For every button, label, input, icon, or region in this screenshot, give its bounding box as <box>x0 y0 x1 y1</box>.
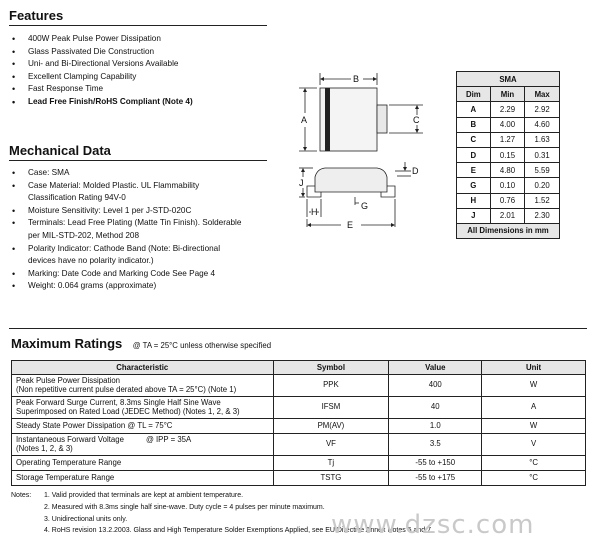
table-row <box>12 456 586 471</box>
ratings-cell-characteristic <box>12 397 274 419</box>
table-row <box>12 471 586 486</box>
ratings-cell-value: 400 <box>389 375 482 397</box>
sma-header-min: Min <box>490 87 525 102</box>
sma-cell-min: 4.00 <box>490 117 525 132</box>
characteristic-line: Instantaneous Forward Voltage <box>16 435 124 445</box>
sma-cell-max: 4.60 <box>525 117 560 132</box>
table-row <box>12 419 586 434</box>
feature-item: • Lead Free Finish/RoHS Compliant (Note 4) <box>10 96 280 109</box>
mechanical-item: • Marking: Date Code and Marking Code See Page 4 <box>10 268 244 281</box>
characteristic-line: Peak Pulse Power Dissipation <box>16 376 121 386</box>
characteristic-line: (Non repetitive current pulse derated above TA = 25°C) (Note 1) <box>16 384 237 394</box>
package-outline-diagram <box>285 65 445 240</box>
sma-table-title: SMA <box>457 72 560 87</box>
features-list <box>10 33 280 109</box>
feature-item: • Uni- and Bi-Directional Versions Available <box>10 58 280 71</box>
max-ratings-heading <box>11 335 271 353</box>
table-row <box>12 397 586 419</box>
sma-cell-dim: G <box>457 178 491 193</box>
watermark-text: www.dzsc.com <box>331 510 535 540</box>
dim-label-d: D <box>412 166 419 176</box>
dim-label-h: H <box>311 207 318 217</box>
ratings-cell-unit: °C <box>482 456 586 471</box>
feature-item: • Fast Response Time <box>10 83 280 96</box>
ratings-cell-characteristic: Operating Temperature Range <box>12 456 274 471</box>
cathode-band <box>325 88 330 151</box>
sma-cell-max: 2.30 <box>525 208 560 223</box>
sma-cell-max: 2.92 <box>525 102 560 117</box>
notes-label: Notes: <box>11 492 32 499</box>
sma-cell-min: 4.80 <box>490 163 525 178</box>
ratings-header-unit: Unit <box>482 361 586 375</box>
sma-cell-dim: E <box>457 163 491 178</box>
ratings-cell-symbol: PM(AV) <box>273 419 389 434</box>
mechanical-item: • Case Material: Molded Plastic. UL Flammability Classification Rating 94V-0 <box>10 180 244 205</box>
ratings-header-symbol: Symbol <box>273 361 389 375</box>
ratings-cell-symbol: PPK <box>273 375 389 397</box>
ratings-cell-value: 3.5 <box>389 434 482 456</box>
dim-label-c: C <box>413 115 420 125</box>
note-item: 1. Valid provided that terminals are kept at ambient temperature. <box>44 492 244 499</box>
ratings-cell-characteristic <box>12 375 274 397</box>
characteristic-line: (Notes 1, 2, & 3) <box>16 443 73 453</box>
table-row <box>457 132 560 147</box>
sma-header-max: Max <box>525 87 560 102</box>
sma-cell-min: 1.27 <box>490 132 525 147</box>
sma-cell-dim: A <box>457 102 491 117</box>
sma-cell-dim: C <box>457 132 491 147</box>
sma-dimensions-table <box>456 71 560 239</box>
ratings-cell-unit: A <box>482 397 586 419</box>
table-row <box>12 434 586 456</box>
ratings-cell-value: 1.0 <box>389 419 482 434</box>
table-row <box>457 102 560 117</box>
mechanical-item: • Moisture Sensitivity: Level 1 per J-STD-020C <box>10 205 244 218</box>
dim-label-g: G <box>361 201 369 211</box>
note-item: 4. RoHS revision 13.2.2003. Glass and High Temperature Solder Exemptions Applied, see EU Directive Annex Notes 5 and 7. <box>44 527 433 535</box>
sma-cell-dim: B <box>457 117 491 132</box>
test-condition: @ IPP = 35A <box>145 435 192 445</box>
ratings-cell-symbol: TSTG <box>273 471 389 486</box>
sma-cell-dim: D <box>457 147 491 162</box>
max-ratings-table <box>11 360 586 486</box>
ratings-cell-characteristic: Steady State Power Dissipation @ TL = 75°C <box>12 419 274 434</box>
table-row <box>457 208 560 223</box>
mechanical-item: • Polarity Indicator: Cathode Band (Note: Bi-directional devices have no polarity indicator.) <box>10 243 244 268</box>
features-title: Features <box>9 8 64 23</box>
sma-cell-max: 5.59 <box>525 163 560 178</box>
feature-item: • Excellent Clamping Capability <box>10 71 280 84</box>
ratings-cell-unit: W <box>482 375 586 397</box>
package-side-view <box>315 168 387 192</box>
dim-label-a: A <box>301 115 308 125</box>
max-ratings-condition: @ TA = 25°C unless otherwise specified <box>132 341 272 350</box>
sma-cell-max: 1.52 <box>525 193 560 208</box>
ratings-cell-characteristic: Storage Temperature Range <box>12 471 274 486</box>
sma-cell-min: 0.15 <box>490 147 525 162</box>
characteristic-line: Peak Forward Surge Current, 8.3ms Single Half Sine Wave <box>16 398 221 408</box>
sma-cell-max: 1.63 <box>525 132 560 147</box>
characteristic-line: Superimposed on Rated Load (JEDEC Method) (Notes 1, 2, & 3) <box>16 406 240 416</box>
ratings-cell-symbol: Tj <box>273 456 389 471</box>
sma-cell-max: 0.31 <box>525 147 560 162</box>
max-ratings-title: Maximum Ratings <box>11 336 123 351</box>
table-row <box>457 193 560 208</box>
sma-cell-min: 0.10 <box>490 178 525 193</box>
ratings-cell-symbol: VF <box>273 434 389 456</box>
table-row <box>457 163 560 178</box>
mechanical-title: Mechanical Data <box>9 143 111 158</box>
table-row <box>457 178 560 193</box>
sma-table-footer: All Dimensions in mm <box>457 223 560 238</box>
dim-label-e: E <box>347 220 354 230</box>
ratings-cell-value: -55 to +150 <box>389 456 482 471</box>
ratings-cell-unit: V <box>482 434 586 456</box>
ratings-header-characteristic: Characteristic <box>12 361 274 375</box>
table-row <box>457 147 560 162</box>
ratings-cell-value: -55 to +175 <box>389 471 482 486</box>
sma-cell-min: 0.76 <box>490 193 525 208</box>
ratings-header-value: Value <box>389 361 482 375</box>
dim-label-b: B <box>353 74 360 84</box>
mechanical-list <box>10 167 244 293</box>
note-item: 3. Unidirectional units only. <box>44 515 128 523</box>
ratings-cell-unit: °C <box>482 471 586 486</box>
sma-cell-min: 2.01 <box>490 208 525 223</box>
ratings-top-divider <box>9 328 587 329</box>
features-divider <box>9 25 267 26</box>
mechanical-item: • Weight: 0.064 grams (approximate) <box>10 280 244 293</box>
table-row <box>12 375 586 397</box>
ratings-cell-characteristic <box>12 434 274 456</box>
ratings-cell-symbol: IFSM <box>273 397 389 419</box>
sma-header-dim: Dim <box>457 87 491 102</box>
ratings-cell-unit: W <box>482 419 586 434</box>
mechanical-divider <box>9 160 267 161</box>
ratings-cell-value: 40 <box>389 397 482 419</box>
sma-cell-dim: H <box>457 193 491 208</box>
feature-item: • Glass Passivated Die Construction <box>10 46 280 59</box>
sma-cell-max: 0.20 <box>525 178 560 193</box>
sma-cell-min: 2.29 <box>490 102 525 117</box>
mechanical-item: • Case: SMA <box>10 167 244 180</box>
mechanical-item: • Terminals: Lead Free Plating (Matte Tin Finish). Solderable per MIL-STD-202, Method 208 <box>10 217 244 242</box>
sma-cell-dim: J <box>457 208 491 223</box>
feature-item: • 400W Peak Pulse Power Dissipation <box>10 33 280 46</box>
table-row <box>457 117 560 132</box>
dim-label-j: J <box>299 178 304 188</box>
note-item: 2. Measured with 8.3ms single half sine-wave. Duty cycle = 4 pulses per minute maximum. <box>44 503 325 511</box>
